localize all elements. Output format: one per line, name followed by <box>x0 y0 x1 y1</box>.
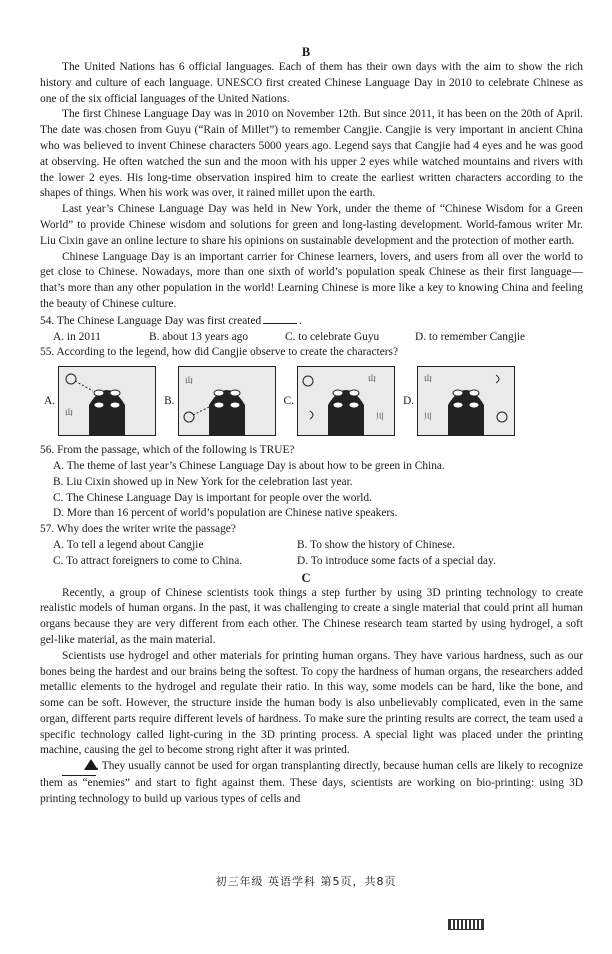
question-57-option-d: D. To introduce some facts of a special day. <box>297 554 496 567</box>
question-55-stem: 55. According to the legend, how did Cangjie observe to create the characters? <box>40 346 399 359</box>
passage-c-paragraph-3-text: . They usually cannot be used for organ transplanting directly, because human cells are likely to recognize them as “enemies” and start to fight against them. These days, scientists are working on bio-printing: using 3D printing technology to build up various types of cells and <box>40 760 583 805</box>
passage-b-paragraph-3: Last year’s Chinese Language Day was held in New York, under the theme of “Chinese Wisdom for a Green World” to provide Chinese wisdom and solutions for green and long-lasting development. World-famous writer Mr. Liu Cixin gave an online lecture to share his opinions on sustainable development and the protection of mother earth. <box>40 203 583 247</box>
svg-text:川: 川 <box>424 412 433 422</box>
cangjie-face-image-d <box>417 366 515 436</box>
picture-option-a <box>44 366 156 436</box>
cangjie-face-image-b <box>178 366 276 436</box>
passage-c-paragraph-1: Recently, a group of Chinese scientists took things a step further by using 3D printing technology to create realistic models of human organs. In the past, it was challenging to create a single material that could print all human organs because they are very different from each other. The Chinese research team started by using hydrogel, a soft gel-like material, as the main material. <box>40 586 583 646</box>
passage-c-paragraph-2: Scientists use hydrogel and other materials for printing human organs. They have various hardness, such as our bones being the hardest and our brains being the softest. To copy the hardness of human organs, the researchers added metallic elements to the hydrogel and regulate their ratio. In this way, some models can be hard, like the bone, and some can be soft. However, the structure inside the human body is also unbelievably complicated, even in the same organ, different parts require different levels of hardness. To make sure the printing results are correct, the team used a specific technology called light-curing in the 3D printing process. A special light was placed under the printing machine, causing the gel to become strong right after it was printed. <box>40 649 583 757</box>
svg-text:山: 山 <box>367 374 376 384</box>
answer-blank-triangle <box>62 759 96 776</box>
passage-b-paragraph-1: The United Nations has 6 official languages. Each of them has their own days with the aim to show the rich history and culture of each language. UNESCO first created Chinese Language Day in 2010 to celebrate Chinese as one of the six official languages of the United Nations. <box>40 61 583 105</box>
option-c: C. to celebrate Guyu <box>285 330 380 343</box>
question-56-option-b: B. Liu Cixin showed up in New York for the celebration last year. <box>53 475 353 488</box>
question-57-options-row-2 <box>0 554 612 570</box>
picture-option-d-label: D. <box>402 395 415 408</box>
cangjie-face-image-c <box>297 366 395 436</box>
question-54-stem: 54. The Chinese Language Day was first created <box>40 314 262 327</box>
option-d: D. to remember Cangjie <box>415 330 526 343</box>
page-footer: 初三年级 英语学科 第5页，共8页 <box>215 875 397 888</box>
svg-text:川: 川 <box>375 412 384 422</box>
question-54-stem-end: . <box>299 314 303 327</box>
option-a: A. in 2011 <box>53 330 101 343</box>
answer-blank <box>263 313 297 324</box>
cangjie-face-image-a <box>58 366 156 436</box>
question-56-option-c: C. The Chinese Language Day is important for people over the world. <box>53 491 372 504</box>
picture-option-b <box>164 366 275 436</box>
picture-option-d <box>403 366 515 436</box>
question-57-option-a: A. To tell a legend about Cangjie <box>53 538 204 551</box>
picture-option-c <box>284 366 395 436</box>
svg-text:山: 山 <box>184 376 193 386</box>
question-56-option-a: A. The theme of last year’s Chinese Language Day is about how to be green in China. <box>53 459 445 472</box>
passage-b-paragraph-2: The first Chinese Language Day was in 2010 on November 12th. But since 2011, it has been on the 20th of April. The date was chosen from Guyu (“Rain of Millet”) to remember Cangjie. Cangjie is very important in ancient China who was believed to invent Chinese characters 5000 years ago. Legend says that Cangjie had 4 eyes and he was good at observing. He often watched the sun and the moon with his upper 2 eyes while watched mountains and rivers with the lower 2 eyes. His long-time observation inspired him to create the earliest written characters according to the shapes of things. When his work was over, it rained millet upon the earth. <box>40 108 583 200</box>
question-57-option-c: C. To attract foreigners to come to China. <box>53 554 243 567</box>
section-b-title: B <box>301 45 311 59</box>
question-56-stem: 56. From the passage, which of the following is TRUE? <box>40 444 295 457</box>
question-56-option-d: D. More than 16 percent of world’s population are Chinese native speakers. <box>53 507 398 520</box>
option-b: B. about 13 years ago <box>149 330 249 343</box>
question-54 <box>0 313 612 330</box>
section-c-title: C <box>301 570 311 585</box>
passage-b-paragraph-4: Chinese Language Day is an important carrier for Chinese learners, lovers, and users from all over the world to get close to Chinese. Nowadays, more than one sixth of world’s population speak Chinese as their first language— that’s more than any other population in the world! Learning Chinese is more like a key to knowing China and feeling the beauty of Chinese culture. <box>40 250 583 310</box>
picture-option-c-label: C. <box>283 395 294 408</box>
question-55-picture-options <box>0 365 612 437</box>
question-54-options <box>0 330 612 346</box>
picture-option-b-label: B. <box>164 395 175 408</box>
passage-c-paragraph-3 <box>0 759 612 807</box>
picture-option-a-label: A. <box>44 395 56 408</box>
question-57-option-b: B. To show the history of Chinese. <box>297 538 455 551</box>
barcode-icon <box>448 919 484 930</box>
question-57-options-row-1 <box>0 538 612 554</box>
svg-text:山: 山 <box>65 408 74 418</box>
svg-text:山: 山 <box>424 374 433 384</box>
question-57-stem: 57. Why does the writer write the passage? <box>40 523 236 536</box>
